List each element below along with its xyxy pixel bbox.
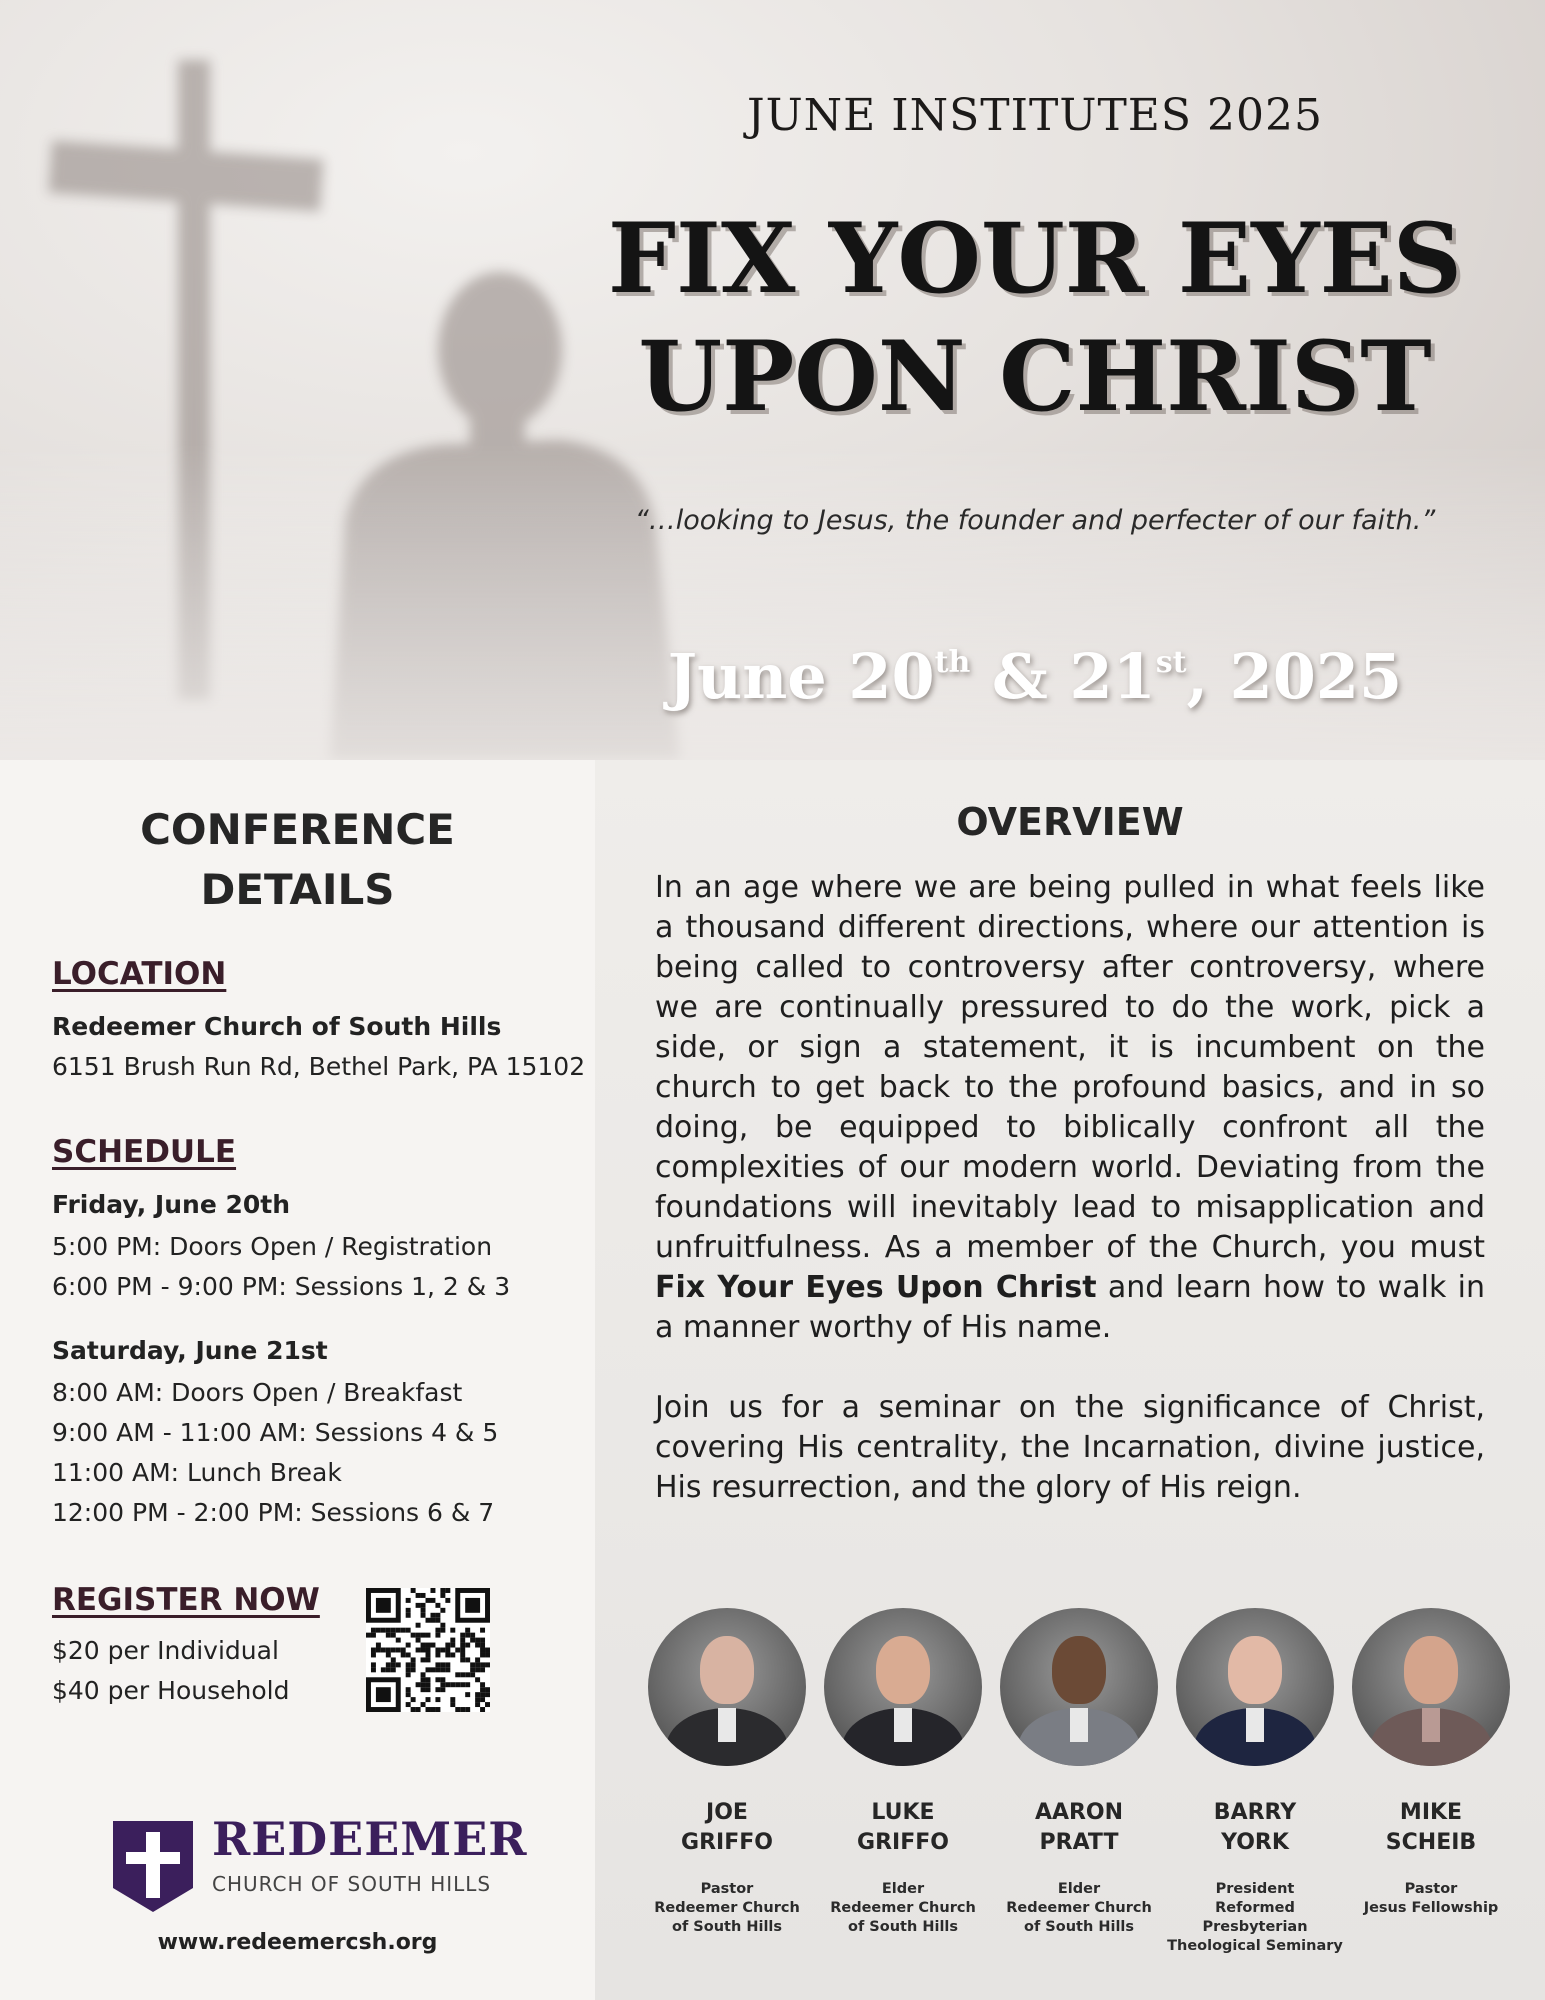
speaker-card (991, 1608, 1167, 1937)
speaker-title: President (1215, 1881, 1295, 1897)
event-kicker: JUNE INSTITUTES 2025 (746, 90, 1324, 141)
details-title-line-2: DETAILS (200, 865, 395, 914)
speaker-name (1167, 1798, 1343, 1858)
details-title (0, 800, 595, 920)
speaker-title: Pastor (700, 1881, 754, 1897)
speaker-role (1167, 1880, 1343, 1956)
schedule-item: 11:00 AM: Lunch Break (52, 1458, 342, 1487)
speaker-org: of South Hills (671, 1919, 783, 1935)
speaker-photo (1176, 1608, 1334, 1766)
price-individual: $20 per Individual (52, 1636, 279, 1665)
speaker-first-name: JOE (706, 1800, 748, 1825)
overview-text: In an age where we are being pulled in what feels like a thousand different directions, where our attention is being called to controversy after controversy, where we are continually pressured to do the work, pick a side, or sign a statement, it is incumbent on the church to get back to the profound basics, and in so doing, be equipped to biblically confront all the complexities of our modern world. Deviating from the foundations will inevitably lead to misapplication and unfruitfulness. As a member of the Church, you must (655, 870, 1485, 1265)
location-address: 6151 Brush Run Rd, Bethel Park, PA 15102 (52, 1052, 586, 1081)
hero-banner (0, 0, 1545, 760)
conference-details-panel (0, 760, 595, 2000)
speaker-first-name: MIKE (1399, 1800, 1463, 1825)
speaker-name (639, 1798, 815, 1858)
location-name: Redeemer Church of South Hills (52, 1012, 502, 1041)
overview-title: OVERVIEW (956, 800, 1184, 844)
overview-paragraph-1 (655, 868, 1485, 1348)
speaker-name (1343, 1798, 1519, 1858)
schedule-friday-day: Friday, June 20th (52, 1190, 291, 1219)
speaker-last-name: YORK (1221, 1830, 1289, 1855)
speaker-name (815, 1798, 991, 1858)
schedule-item: 6:00 PM - 9:00 PM: Sessions 1, 2 & 3 (52, 1272, 511, 1301)
speaker-role (991, 1880, 1167, 1937)
date-amp: & (970, 640, 1070, 713)
schedule-heading: SCHEDULE (52, 1134, 237, 1170)
schedule-item: 9:00 AM - 11:00 AM: Sessions 4 & 5 (52, 1418, 499, 1447)
speaker-photo (1352, 1608, 1510, 1766)
date-month: June (667, 640, 849, 713)
price-household: $40 per Household (52, 1676, 290, 1705)
speaker-org: of South Hills (1023, 1919, 1135, 1935)
overview-paragraph-2: Join us for a seminar on the significance of Christ, covering His centrality, the Incarnation, divine justice, His resurrection, and the glory of His reign. (655, 1390, 1485, 1505)
speaker-name (991, 1798, 1167, 1858)
speaker-card (639, 1608, 815, 1937)
speaker-last-name: PRATT (1039, 1830, 1119, 1855)
logo-wordmark: REDEEMER (212, 1812, 528, 1866)
speaker-role (815, 1880, 991, 1937)
speaker-photo (824, 1608, 982, 1766)
overview-panel (595, 760, 1545, 2000)
event-title-line-1: FIX YOUR EYES (607, 202, 1463, 315)
speaker-role (1343, 1880, 1519, 1918)
redeemer-shield-logo (110, 1818, 196, 1914)
registration-qr-code[interactable] (366, 1588, 490, 1712)
speaker-org: Redeemer Church (654, 1900, 800, 1916)
speaker-org: Jesus Fellowship (1363, 1900, 1499, 1916)
date-suffix-1: th (934, 645, 971, 680)
speaker-photo (1000, 1608, 1158, 1766)
schedule-item: 12:00 PM - 2:00 PM: Sessions 6 & 7 (52, 1498, 495, 1527)
speaker-photo (648, 1608, 806, 1766)
speaker-first-name: AARON (1034, 1800, 1124, 1825)
website-link[interactable]: www.redeemercsh.org (157, 1930, 438, 1955)
details-title-line-1: CONFERENCE (140, 805, 455, 854)
schedule-saturday-day: Saturday, June 21st (52, 1336, 328, 1365)
speaker-last-name: GRIFFO (857, 1830, 949, 1855)
speaker-last-name: SCHEIB (1385, 1830, 1477, 1855)
date-day-1: 20 (848, 640, 935, 713)
scripture-quote: “…looking to Jesus, the founder and perfecter of our faith.” (634, 505, 1436, 536)
date-year: , 2025 (1186, 640, 1403, 713)
schedule-item: 8:00 AM: Doors Open / Breakfast (52, 1378, 463, 1407)
event-date (600, 640, 1470, 713)
speaker-first-name: LUKE (871, 1800, 935, 1825)
overview-emphasis: Fix Your Eyes Upon Christ (655, 1270, 1097, 1305)
speaker-org: Theological Seminary (1167, 1938, 1343, 1954)
date-day-2: 21 (1069, 640, 1156, 713)
date-suffix-2: st (1155, 645, 1187, 680)
speaker-card (1167, 1608, 1343, 1956)
speaker-org: Redeemer Church (830, 1900, 976, 1916)
speakers-row (639, 1608, 1519, 1954)
speaker-card (815, 1608, 991, 1937)
speaker-first-name: BARRY (1213, 1800, 1297, 1825)
event-title-line-2: UPON CHRIST (638, 320, 1432, 433)
speaker-role (639, 1880, 815, 1937)
speaker-org: Reformed Presbyterian (1202, 1900, 1308, 1935)
speaker-card (1343, 1608, 1519, 1918)
overview-text: and learn how to walk in a manner worthy of His name. (655, 1270, 1485, 1345)
speaker-last-name: GRIFFO (681, 1830, 773, 1855)
speaker-org: of South Hills (847, 1919, 959, 1935)
speaker-title: Elder (1057, 1881, 1101, 1897)
speaker-title: Pastor (1404, 1881, 1458, 1897)
location-heading: LOCATION (52, 956, 227, 992)
speaker-org: Redeemer Church (1006, 1900, 1152, 1916)
logo-subtitle: CHURCH OF SOUTH HILLS (212, 1872, 492, 1896)
speaker-title: Elder (881, 1881, 925, 1897)
event-title (590, 200, 1480, 436)
register-heading[interactable]: REGISTER NOW (52, 1582, 320, 1618)
schedule-item: 5:00 PM: Doors Open / Registration (52, 1232, 493, 1261)
